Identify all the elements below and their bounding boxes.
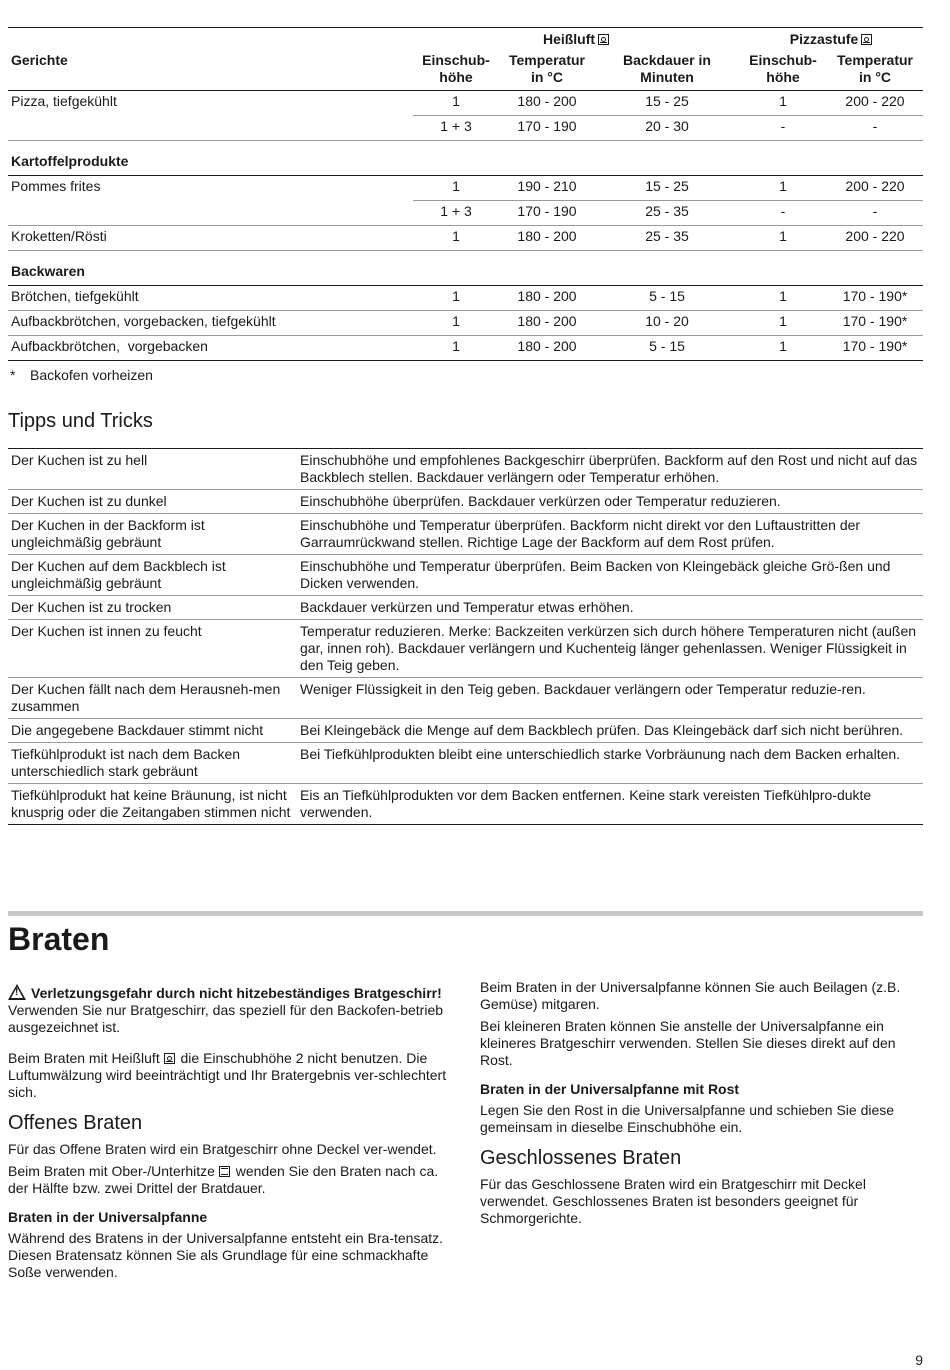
tip-solution: Einschubhöhe und Temperatur überprüfen. Backform nicht direkt vor den Luftaustritten der Garraumrückwand stellen. Richtige Lage der Backform auf dem Rost prüfen. xyxy=(297,514,923,555)
hot-air-icon xyxy=(164,1053,175,1064)
table-cell: 190 - 210 xyxy=(499,176,595,201)
tip-row xyxy=(8,784,923,825)
tip-row xyxy=(8,620,923,678)
table-cell: 5 - 15 xyxy=(595,286,739,311)
tip-problem: Der Kuchen ist zu hell xyxy=(8,449,297,490)
dish-cell xyxy=(8,201,413,226)
table-cell: 170 - 190 xyxy=(499,116,595,141)
table-row xyxy=(8,336,923,361)
dish-cell: Kroketten/Rösti xyxy=(8,226,413,251)
dish-cell: Pizza, tiefgekühlt xyxy=(11,93,117,109)
pizza-setting-icon xyxy=(861,34,872,45)
table-cell: 1 xyxy=(413,176,499,201)
table-cell: 180 - 200 xyxy=(499,226,595,251)
table-cell: 1 xyxy=(413,286,499,311)
tip-solution: Weniger Flüssigkeit in den Teig geben. Backdauer verlängern oder Temperatur reduzie-ren. xyxy=(297,678,923,719)
geschlossenes-braten-text: Für das Geschlossene Braten wird ein Bratgeschirr mit Deckel verwendet. Geschlossenes Braten ist besonders geeignet für Schmorgerichte. xyxy=(480,1176,866,1226)
tip-problem: Tiefkühlprodukt hat keine Bräunung, ist nicht knusprig oder die Zeitangaben stimmen nicht xyxy=(8,784,297,825)
table-cell: 170 - 190* xyxy=(827,286,923,311)
dish-cell: Brötchen, tiefgekühlt xyxy=(8,286,413,311)
column-header-row xyxy=(8,52,923,91)
table-cell: 15 - 25 xyxy=(595,176,739,201)
column-header: Backdauer in Minuten xyxy=(595,52,739,91)
table-row xyxy=(8,116,923,141)
table-cell: 1 xyxy=(739,336,827,361)
table-cell: 170 - 190* xyxy=(827,336,923,361)
table-row xyxy=(8,226,923,251)
tip-solution: Einschubhöhe und Temperatur überprüfen. Beim Backen von Kleingebäck gleiche Grö-ßen und Dicken verwenden. xyxy=(297,555,923,596)
tip-solution: Temperatur reduzieren. Merke: Backzeiten verkürzen sich durch höhere Temperaturen nicht (außen gar, innen roh). Backdauer verlängern und Kuchenteig länger gehenlassen. Weniger Flüssigkeit in den Teig geben. xyxy=(297,620,923,678)
table-row xyxy=(8,311,923,336)
table-cell: - xyxy=(739,201,827,226)
table-cell: - xyxy=(739,116,827,141)
table-cell: 1 xyxy=(739,176,827,201)
beilagen-text: Beim Braten in der Universalpfanne können Sie auch Beilagen (z.B. Gemüse) mitgaren. xyxy=(480,979,901,1012)
universalpfanne-text: Während des Bratens in der Universalpfanne entsteht ein Bra-tensatz. Diesen Bratensatz können Sie als Grundlage für eine schmackhafte Soße verwenden. xyxy=(8,1230,444,1280)
table-cell: - xyxy=(827,201,923,226)
group-header-row xyxy=(8,28,923,53)
tip-row xyxy=(8,596,923,620)
table-cell: 1 xyxy=(739,286,827,311)
table-cell: 1 xyxy=(413,311,499,336)
heissluft-note: Beim Braten mit Heißluft die Einschubhöhe 2 nicht benutzen. Die Luftumwälzung wird beeinträchtigt und Ihr Bratergebnis ver-schlechtert sich. xyxy=(8,1050,447,1100)
kleinere-braten-text: Bei kleineren Braten können Sie anstelle der Universalpfanne ein kleineres Bratgeschirr verwenden. Stellen Sie dieses direkt auf den Rost. xyxy=(480,1018,896,1068)
category-row xyxy=(8,251,923,286)
category-label: Kartoffelprodukte xyxy=(8,141,923,176)
table-cell: 180 - 200 xyxy=(499,336,595,361)
tip-problem: Der Kuchen ist zu trocken xyxy=(8,596,297,620)
tip-solution: Bei Kleingebäck die Menge auf dem Backblech prüfen. Das Kleingebäck darf sich nicht berühren. xyxy=(297,719,923,743)
hot-air-icon xyxy=(598,34,609,45)
category-label: Backwaren xyxy=(8,251,923,286)
tips-heading: Tipps und Tricks xyxy=(8,410,153,432)
tip-row xyxy=(8,719,923,743)
tip-row xyxy=(8,490,923,514)
table-cell: 25 - 35 xyxy=(595,201,739,226)
dish-cell: Aufbackbrötchen, vorgebacken, tiefgekühlt xyxy=(8,311,413,336)
table-cell: 1 + 3 xyxy=(413,201,499,226)
table-cell: 170 - 190* xyxy=(827,311,923,336)
column-header: Einschub- höhe xyxy=(413,52,499,91)
footnote-text: Backofen vorheizen xyxy=(30,367,153,383)
table-cell: 5 - 15 xyxy=(595,336,739,361)
table-cell: 1 xyxy=(413,91,499,116)
table-cell: 1 xyxy=(739,91,827,116)
table-cell: 1 xyxy=(413,226,499,251)
table-cell: 1 xyxy=(413,336,499,361)
table-cell: 10 - 20 xyxy=(595,311,739,336)
dish-cell xyxy=(8,116,413,141)
dish-cell: Aufbackbrötchen, vorgebacken xyxy=(8,336,413,361)
table-cell: 1 + 3 xyxy=(413,116,499,141)
tip-problem: Tiefkühlprodukt ist nach dem Backen unterschiedlich stark gebräunt xyxy=(8,743,297,784)
tip-problem: Der Kuchen fällt nach dem Herausneh-men zusammen xyxy=(8,678,297,719)
tip-solution: Backdauer verkürzen und Temperatur etwas erhöhen. xyxy=(297,596,923,620)
tip-solution: Bei Tiefkühlprodukten bleibt eine unterschiedlich starke Vorbräunung nach dem Backen erhalten. xyxy=(297,743,923,784)
table-row xyxy=(8,201,923,226)
table-cell: 180 - 200 xyxy=(499,311,595,336)
group-header-pizzastufe: Pizzastufe xyxy=(739,28,923,53)
table-cell: 20 - 30 xyxy=(595,116,739,141)
column-header: Einschub- höhe xyxy=(739,52,827,91)
footnote-mark: * xyxy=(10,367,16,383)
group-header-heissluft: Heißluft xyxy=(413,28,739,53)
table-row xyxy=(8,176,923,201)
tip-row xyxy=(8,449,923,490)
page-number: 9 xyxy=(915,1352,923,1368)
table-cell: 180 - 200 xyxy=(499,91,595,116)
warning-text: Verwenden Sie nur Bratgeschirr, das speziell für den Backofen-betrieb ausgezeichnet ist. xyxy=(8,1002,444,1035)
warning-heading: !Verletzungsgefahr durch nicht hitzebeständiges Bratgeschirr! xyxy=(8,984,448,1002)
section-divider xyxy=(8,911,923,916)
table-cell: 1 xyxy=(739,311,827,336)
universalpfanne-heading: Braten in der Universalpfanne xyxy=(8,1209,208,1225)
tip-problem: Der Kuchen auf dem Backblech ist ungleichmäßig gebräunt xyxy=(8,555,297,596)
tip-problem: Der Kuchen ist innen zu feucht xyxy=(8,620,297,678)
section-title: Braten xyxy=(8,921,110,957)
top-bottom-heat-icon xyxy=(219,1166,230,1177)
table-cell: 15 - 25 xyxy=(595,91,739,116)
table-cell: 180 - 200 xyxy=(499,286,595,311)
offenes-braten-heading: Offenes Braten xyxy=(8,1112,143,1134)
tip-row xyxy=(8,555,923,596)
table-cell: - xyxy=(827,116,923,141)
column-header: Temperatur in °C xyxy=(499,52,595,91)
braten-left-column xyxy=(8,984,448,1286)
offenes-braten-text: Für das Offene Braten wird ein Bratgeschirr ohne Deckel ver-wendet. xyxy=(8,1141,437,1157)
category-row xyxy=(8,141,923,176)
tip-row xyxy=(8,514,923,555)
tip-problem: Die angegebene Backdauer stimmt nicht xyxy=(8,719,297,743)
table-cell: 200 - 220 xyxy=(827,91,923,116)
geschlossenes-braten-heading: Geschlossenes Braten xyxy=(480,1147,682,1169)
table-row xyxy=(8,286,923,311)
table-cell: 25 - 35 xyxy=(595,226,739,251)
table-cell: 200 - 220 xyxy=(827,226,923,251)
tip-solution: Einschubhöhe überprüfen. Backdauer verkürzen oder Temperatur reduzieren. xyxy=(297,490,923,514)
ou-note: Beim Braten mit Ober-/Unterhitze wenden Sie den Braten nach ca. der Hälfte bzw. zwei Drittel der Bratdauer. xyxy=(8,1163,439,1196)
table-cell: 1 xyxy=(739,226,827,251)
table-cell: 170 - 190 xyxy=(499,201,595,226)
dish-cell: Pommes frites xyxy=(11,178,101,194)
tip-row xyxy=(8,743,923,784)
tip-row xyxy=(8,678,923,719)
cooking-table xyxy=(8,27,923,361)
table-footnote xyxy=(10,367,153,384)
rost-heading: Braten in der Universalpfanne mit Rost xyxy=(480,1081,740,1097)
warning-triangle-icon xyxy=(8,984,26,1000)
tip-solution: Eis an Tiefkühlprodukten vor dem Backen entfernen. Keine stark vereisten Tiefkühlpro-dukte verwenden. xyxy=(297,784,923,825)
column-header: Gerichte xyxy=(8,52,413,91)
table-row xyxy=(8,91,923,116)
tips-table xyxy=(8,448,923,825)
tip-problem: Der Kuchen ist zu dunkel xyxy=(8,490,297,514)
tip-solution: Einschubhöhe und empfohlenes Backgeschirr überprüfen. Backform auf den Rost und nicht auf das Backblech stellen. Backdauer verlängern oder Temperatur erhöhen. xyxy=(297,449,923,490)
braten-right-column xyxy=(480,979,920,1232)
column-header: Temperatur in °C xyxy=(827,52,923,91)
rost-text: Legen Sie den Rost in die Universalpfanne und schieben Sie diese gemeinsam in dieselbe Einschubhöhe ein. xyxy=(480,1102,895,1135)
tip-problem: Der Kuchen in der Backform ist ungleichmäßig gebräunt xyxy=(8,514,297,555)
table-cell: 200 - 220 xyxy=(827,176,923,201)
